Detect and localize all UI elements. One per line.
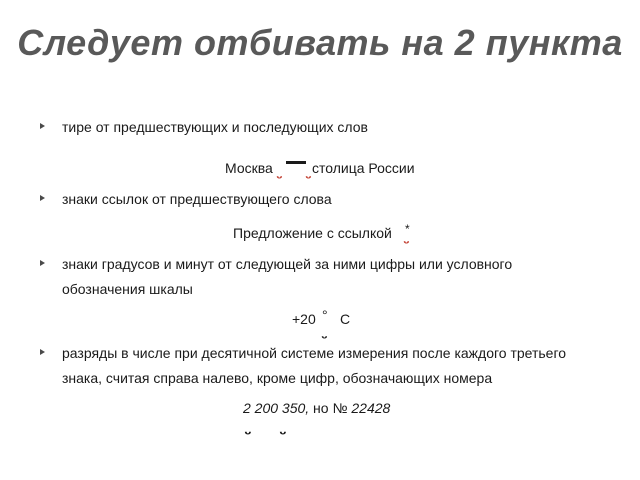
- list-item-text: тире от предшествующих и последующих слов: [62, 119, 368, 135]
- list-item-text: разряды в числе при десятичной системе измерения после каждого третьего знака, считая справа налево, кроме цифр, обозначающих номера: [62, 345, 567, 386]
- digits-serial: 22428: [351, 400, 391, 416]
- digits-number: 2 200 350,: [243, 400, 310, 416]
- bullet-arrow-icon: [40, 195, 45, 201]
- space-mark-icon: ᵕ: [305, 171, 312, 187]
- list-item-text: знаки градусов и минут от следующей за ними цифры или условного обозначения шкалы: [62, 256, 513, 297]
- space-mark-icon: ᵕ: [403, 236, 410, 252]
- list-item-text: знаки ссылок от предшествующего слова: [62, 191, 332, 207]
- degree-sign: °: [322, 307, 328, 323]
- bullet-arrow-icon: [40, 349, 45, 355]
- bullet-arrow-icon: [40, 260, 45, 266]
- digits-example: [243, 398, 390, 418]
- space-mark-icon: ᵕ: [244, 425, 252, 444]
- space-mark-icon: ᵕ: [276, 171, 283, 187]
- footnote-mark: *: [405, 222, 410, 236]
- bullet-arrow-icon: [40, 123, 45, 129]
- space-mark-icon: ᵕ: [321, 331, 328, 347]
- space-mark-icon: ᵕ: [279, 425, 287, 444]
- example-right-words: столица России: [312, 160, 415, 176]
- example-sentence: Предложение с ссылкой: [233, 225, 392, 241]
- slide-title: Следует отбивать на 2 пункта: [17, 22, 623, 63]
- em-dash: [286, 161, 306, 164]
- degree-unit: С: [340, 311, 351, 327]
- example-left-word: Москва: [225, 160, 273, 176]
- degree-value: +20: [292, 311, 316, 327]
- digits-conjunction: но №: [309, 400, 352, 416]
